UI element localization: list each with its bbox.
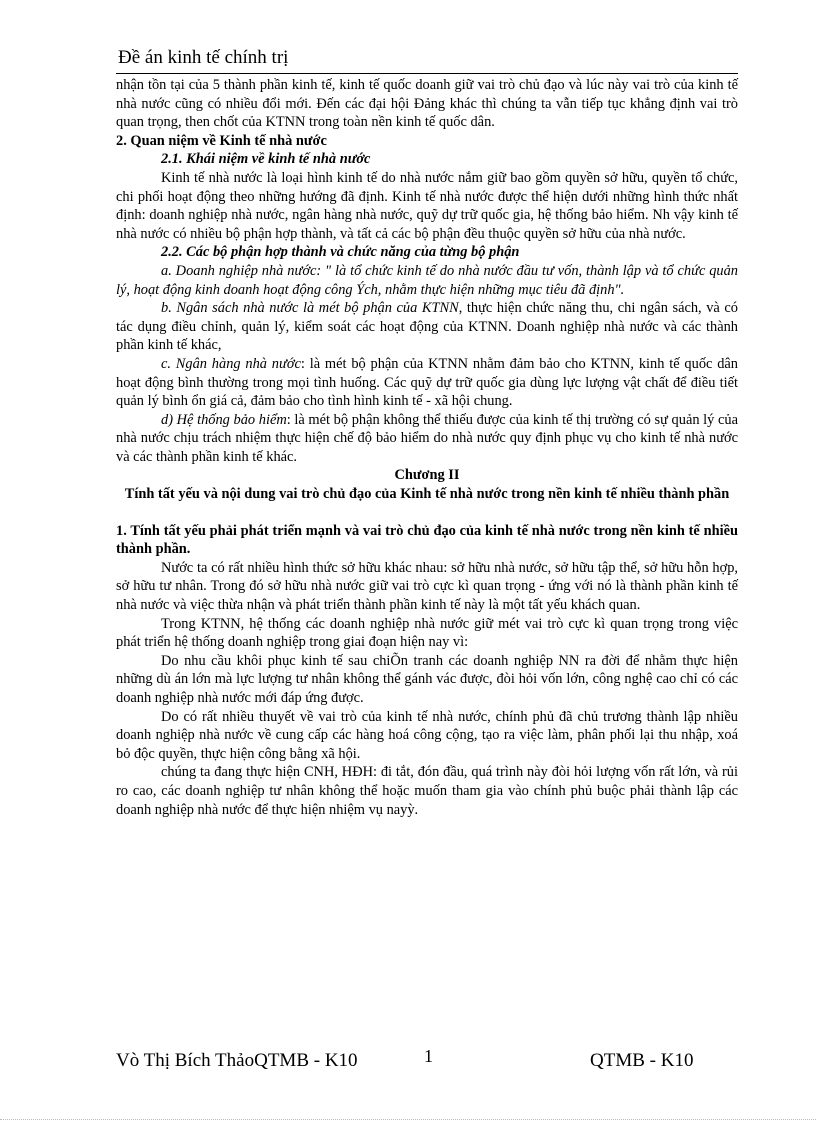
- paragraph: Kinh tế nhà nước là loại hình kinh tế do nhà nước nắm giữ bao gồm quyền sở hữu, quyền tổ chức, chi phối hoạt động theo những hướng đã định. Kinh tế nhà nước được thể hiện dưới những hình thức nhất định: doanh nghiệp nhà nước, ngân hàng nhà nước, quỹ dự trữ quốc gia, hệ thống bảo hiểm. Nh vậy kinh tế nhà nước có nhiều bộ phận hợp thành, và tất cả các bộ phận đều thuộc quyền sở hữu của nhà nước.: [116, 169, 738, 242]
- section-heading: 2. Quan niệm về Kinh tế nhà nước: [116, 132, 327, 149]
- document-body: [116, 76, 738, 819]
- term-italic: c. Ngân hàng nhà nước: [161, 355, 301, 372]
- paragraph: [116, 411, 738, 467]
- page-bottom-edge: [0, 1119, 816, 1120]
- footer-class: QTMB - K10: [590, 1050, 694, 1071]
- term-italic: b. Ngân sách nhà nước là mét bộ phận của KTNN: [161, 300, 459, 317]
- paragraph: nhận tồn tại của 5 thành phần kinh tế, kinh tế quốc doanh giữ vai trò chủ đạo và lúc này vai trò của kinh tế nhà nước cũng có nhiều đổi mới. Đến các đại hội Đảng khác thì chúng ta vẫn tiếp tục khẳng định vai trò quan trọng, then chốt của KTNN trong toàn nền kinh tế quốc dân.: [116, 77, 738, 131]
- subsection-heading: 2.2. Các bộ phận hợp thành và chức năng của từng bộ phận: [161, 244, 520, 261]
- subsection-heading: 2.1. Khái niệm về kinh tế nhà nước: [161, 151, 371, 168]
- paragraph: Do có rất nhiều thuyết về vai trò của kinh tế nhà nước, chính phủ đã chủ trương thành lập nhiều doanh nghiệp nhà nước về cung cấp các hàng hoá công cộng, tạo ra việc làm, phân phối lại thu nhập, xoá bỏ độc quyền, thực hiện công bằng xã hội.: [116, 708, 738, 762]
- term-italic: d) Hệ thống bảo hiểm: [161, 411, 287, 428]
- paragraph: Nước ta có rất nhiều hình thức sở hữu khác nhau: sở hữu nhà nước, sở hữu tập thể, sở hữu hỗn hợp, sở hữu tư nhân. Trong đó sở hữu nhà nước giữ vai trò cực kì quan trọng - ứng với nó là thành phần kinh tế nhà nước và việc thừa nhận và phát triển thành phần kinh tế này là một tất yếu khách quan.: [116, 559, 738, 614]
- paragraph-text: : là mét bộ phận không thể thiếu được của kinh tế thị trường có sự quản lý của nhà nước chịu trách nhiệm thực hiện chế độ bảo hiểm do nhà nước quy định phục vụ cho kinh tế nhà nước và các thành phần kinh tế khác.: [116, 411, 739, 465]
- footer-author: Vò Thị Bích ThảoQTMB - K10: [116, 1050, 358, 1071]
- paragraph: Trong KTNN, hệ thống các doanh nghiệp nhà nước giữ mét vai trò cực kì quan trọng trong việc phát triển hệ thống doanh nghiệp trong giai đoạn hiện nay vì:: [116, 615, 738, 651]
- paragraph: chúng ta đang thực hiện CNH, HĐH: đi tắt, đón đầu, quá trình này đòi hỏi lượng vốn rất lớn, và rủi ro cao, các doanh nghiệp tư nhân không thể hoặc muốn tham gia vào chính phủ buộc phải thành lập các doanh nghiệp nhà nước để thực hiện nhiệm vụ nayỳ.: [116, 764, 738, 818]
- header-rule: [116, 73, 738, 74]
- paragraph: [116, 355, 738, 411]
- paragraph-text: : là mét bộ phận của KTNN nhằm đảm bảo cho KTNN, kinh tế quốc dân hoạt động bình thường trong mọi tình huống. Các quỹ dự trữ quốc gia dùng lực lượng vật chất để điều tiết quản lý bình ổn giá cả, đảm bảo cho tình hình kinh tế - xã hội chung.: [116, 355, 738, 410]
- paragraph-text: , thực hiện chức năng thu, chi ngân sách, và có tác dụng điều chỉnh, quản lý, kiểm soát các hoạt động của KTNN. Doanh nghiệp nhà nước và các thành phần kinh tế khác,: [116, 300, 738, 354]
- chapter-number: Chương II: [394, 467, 460, 484]
- section-heading: 1. Tính tất yếu phải phát triển mạnh và vai trò chủ đạo của kinh tế nhà nước trong nền kinh tế nhiều thành phần.: [116, 522, 738, 558]
- paragraph: Do nhu cầu khôi phục kinh tế sau chiÕn tranh các doanh nghiệp NN ra đời để nhằm thực hiện những dù án lớn mà lực lượng tư nhân không thể gánh vác được, đòi hỏi vốn lớn, công nghệ cao chỉ có các doanh nghiệp nhà nước mới đáp ứng được.: [116, 652, 738, 706]
- chapter-title: Tính tất yếu và nội dung vai trò chủ đạo của Kinh tế nhà nước trong nền kinh tế nhiều thành phần: [124, 486, 730, 503]
- paragraph: [116, 299, 738, 355]
- page-header-title: Đề án kinh tế chính trị: [118, 47, 289, 68]
- paragraph: a. Doanh nghiệp nhà nước: " là tổ chức kinh tế do nhà nước đầu tư vốn, thành lập và tổ chức quản lý, hoạt động kinh doanh hoạt động công Ých, nhằm thực hiện những mục tiêu đã định".: [116, 262, 738, 298]
- page-number: 1: [424, 1046, 433, 1066]
